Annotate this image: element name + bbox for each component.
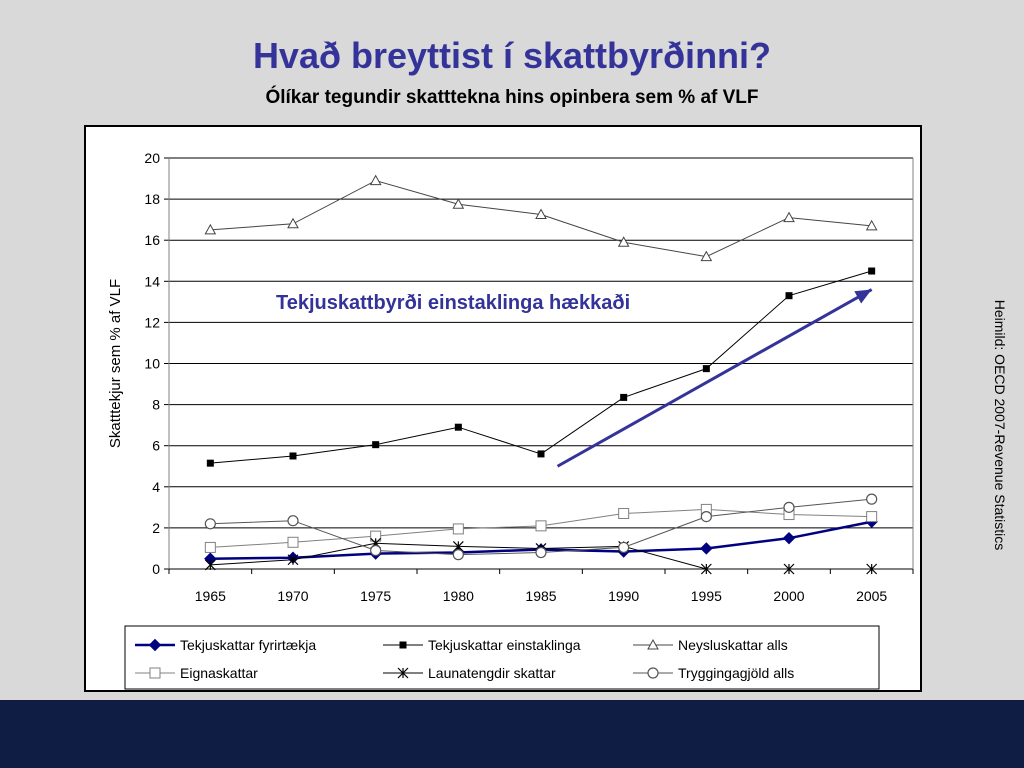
triangle-marker xyxy=(784,213,794,222)
square-marker xyxy=(703,365,710,372)
data-point xyxy=(288,537,298,547)
arrow-shaft xyxy=(558,290,872,467)
x-tick-label: 1975 xyxy=(360,588,392,604)
x-tick-label: 1965 xyxy=(194,588,226,604)
open-square-marker xyxy=(536,521,546,531)
x-tick-label: 1985 xyxy=(525,588,557,604)
y-tick-label: 10 xyxy=(144,355,160,372)
annotation-arrow xyxy=(558,290,872,467)
legend-marker xyxy=(400,642,407,649)
chart-frame xyxy=(84,125,922,692)
square-marker xyxy=(290,452,297,459)
legend-label: Eignaskattar xyxy=(180,665,258,681)
y-tick-label: 12 xyxy=(144,314,160,331)
legend-label: Neysluskattar alls xyxy=(678,637,788,653)
y-tick-label: 20 xyxy=(144,150,160,166)
series-3 xyxy=(205,176,876,261)
data-point xyxy=(703,365,710,372)
y-tick-label: 6 xyxy=(152,437,160,454)
data-point xyxy=(867,512,877,522)
data-point xyxy=(619,509,629,519)
circle-marker xyxy=(288,516,298,526)
data-point xyxy=(453,550,463,560)
data-point xyxy=(371,176,381,185)
y-tick-label: 14 xyxy=(144,273,160,290)
x-tick-label: 1970 xyxy=(277,588,309,604)
x-tick-label: 2005 xyxy=(856,588,888,604)
circle-marker xyxy=(371,546,381,556)
open-square-marker xyxy=(288,537,298,547)
triangle-marker xyxy=(288,219,298,228)
data-point xyxy=(619,237,629,246)
y-tick-label: 0 xyxy=(152,561,160,577)
square-marker xyxy=(786,292,793,299)
open-square-marker xyxy=(619,509,629,519)
data-point xyxy=(453,524,463,534)
legend-label: Tekjuskattar fyrirtækja xyxy=(180,637,317,653)
square-marker xyxy=(538,450,545,457)
legend-marker xyxy=(150,668,160,678)
data-point xyxy=(288,516,298,526)
x-tick-label: 1980 xyxy=(442,588,474,604)
y-axis-label: Skatttekjur sem % af VLF xyxy=(107,278,124,449)
x-tick-label: 1990 xyxy=(608,588,640,604)
data-point xyxy=(701,512,711,522)
legend-label: Tryggingagjöld alls xyxy=(678,665,795,681)
slide-subtitle: Ólíkar tegundir skatttekna hins opinbera sem % af VLF xyxy=(265,87,759,108)
square-marker xyxy=(400,642,407,649)
source-note: Heimild: OECD 2007-Revenue Statistics xyxy=(992,299,1008,551)
data-point xyxy=(455,424,462,431)
data-point xyxy=(536,548,546,558)
diamond-marker xyxy=(784,533,795,544)
data-point xyxy=(207,460,214,467)
legend-label: Launatengdir skattar xyxy=(428,665,556,681)
data-point xyxy=(372,441,379,448)
data-point xyxy=(290,452,297,459)
circle-marker xyxy=(648,668,658,678)
circle-marker xyxy=(536,548,546,558)
square-marker xyxy=(372,441,379,448)
data-point xyxy=(288,219,298,228)
open-square-marker xyxy=(150,668,160,678)
y-tick-label: 18 xyxy=(144,191,160,208)
circle-marker xyxy=(205,519,215,529)
legend xyxy=(125,626,879,689)
square-marker xyxy=(620,394,627,401)
triangle-marker xyxy=(371,176,381,185)
open-square-marker xyxy=(205,542,215,552)
diamond-marker xyxy=(701,543,712,554)
y-tick-label: 4 xyxy=(152,478,160,495)
circle-marker xyxy=(619,542,629,552)
slide-title: Hvað breyttist í skattbyrðinni? xyxy=(252,35,772,76)
y-tick-label: 8 xyxy=(152,396,160,413)
data-point xyxy=(867,494,877,504)
square-marker xyxy=(207,460,214,467)
data-point xyxy=(786,292,793,299)
data-point xyxy=(784,533,795,544)
data-point xyxy=(371,546,381,556)
circle-marker xyxy=(784,502,794,512)
data-point xyxy=(868,268,875,275)
triangle-marker xyxy=(619,237,629,246)
circle-marker xyxy=(453,550,463,560)
data-point xyxy=(205,542,215,552)
data-point xyxy=(701,543,712,554)
data-point xyxy=(620,394,627,401)
line-chart xyxy=(86,127,924,694)
circle-marker xyxy=(867,494,877,504)
x-tick-label: 1995 xyxy=(690,588,722,604)
x-tick-label: 2000 xyxy=(773,588,805,604)
y-tick-label: 2 xyxy=(152,519,160,536)
data-point xyxy=(205,519,215,529)
square-marker xyxy=(868,268,875,275)
legend-label: Tekjuskattar einstaklinga xyxy=(428,637,581,653)
data-point xyxy=(784,213,794,222)
data-point xyxy=(619,542,629,552)
y-tick-label: 16 xyxy=(144,232,160,249)
square-marker xyxy=(455,424,462,431)
data-point xyxy=(536,521,546,531)
data-point xyxy=(784,502,794,512)
annotation-text: Tekjuskattbyrði einstaklinga hækkaði xyxy=(276,292,631,314)
circle-marker xyxy=(701,512,711,522)
open-square-marker xyxy=(453,524,463,534)
footer-bar xyxy=(0,700,1024,768)
data-point xyxy=(538,450,545,457)
open-square-marker xyxy=(867,512,877,522)
legend-marker xyxy=(648,668,658,678)
